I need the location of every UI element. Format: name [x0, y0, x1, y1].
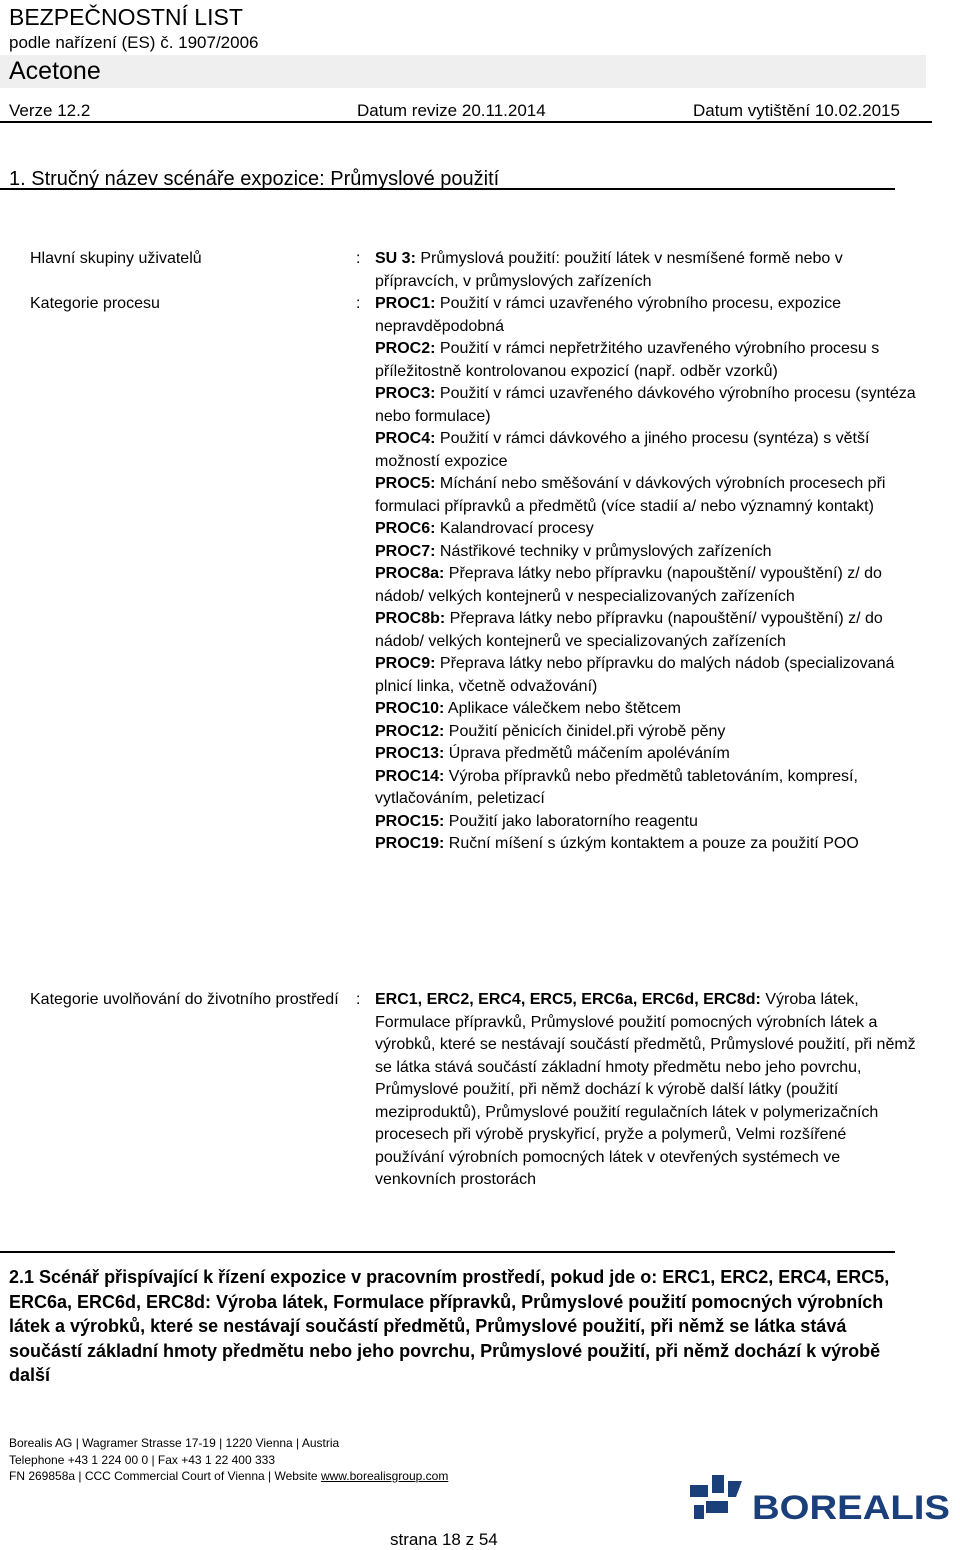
environment-label: Kategorie uvolňování do životního prostředí: [30, 991, 339, 1008]
environment-colon: :: [356, 991, 361, 1008]
print-date: Datum vytištění 10.02.2015: [693, 101, 900, 120]
environment-text: Výroba látek, Formulace přípravků, Průmyslové použití pomocných výrobních látek a výrobků, které se nestávají součástí předmětů, Průmyslové použití, při němž se látka stává součástí základní hmoty předmětu nebo jeho povrchu, Průmyslové použití, při němž dochází k výrobě další látky (použití meziproduktů), Průmyslové použití regulačních látek v polymerizačních procesech při výrobě pryskyřicí, pryže a polymerů, Velmi rozšířené používání výrobních pomocných látek v otevřených systémech ve venkovních prostorách: [375, 991, 916, 1188]
list-item: PROC12: Použití pěnicích činidel.při výrobě pěny: [375, 722, 726, 740]
revision-date: Datum revize 20.11.2014: [357, 101, 546, 120]
website-link[interactable]: www.borealisgroup.com: [320, 1469, 449, 1483]
environment-value: [375, 989, 920, 1192]
list-item: PROC14: Výroba přípravků nebo předmětů tabletováním, kompresí, vytlačováním, peletizací: [375, 767, 858, 807]
process-colon: :: [356, 295, 361, 312]
users-colon: :: [356, 250, 361, 267]
section2-divider: [0, 1251, 895, 1253]
list-item: PROC15: Použití jako laboratorního reagentu: [375, 812, 698, 830]
list-item: PROC9: Přeprava látky nebo přípravku do malých nádob (specializovaná plnicí linka, včetně odvažování): [375, 655, 895, 695]
list-item: PROC10: Aplikace válečkem nebo štětcem: [375, 700, 681, 717]
borealis-logo: [690, 1475, 952, 1525]
list-item: PROC1: Použití v rámci uzavřeného výrobního procesu, expozice nepravděpodobná: [375, 295, 841, 335]
regulation-reference: podle nařízení (ES) č. 1907/2006: [9, 33, 259, 52]
process-list: [375, 293, 920, 856]
section2-title: 2.1 Scénář přispívající k řízení expozice v pracovním prostředí, pokud jde o: ERC1, ERC2, ERC4, ERC5, ERC6a, ERC6d, ERC8d: Výroba látek, Formulace přípravků, Průmyslové použití pomocných výrobních látek a výrobků, které se nestávají součástí předmětů, Průmyslové použití, při němž se látka stává součástí základní hmoty předmětu nebo jeho povrchu, Průmyslové použití, při němž dochází k výrobě další: [9, 1267, 890, 1385]
users-label: Hlavní skupiny uživatelů: [30, 250, 202, 267]
footer-contact: Telephone +43 1 224 00 0 | Fax +43 1 22 400 333: [9, 1453, 276, 1467]
list-item: PROC4: Použití v rámci dávkového a jiného procesu (syntéza) s větší možností expozice: [375, 430, 870, 470]
users-value: [375, 248, 920, 293]
process-label: Kategorie procesu: [30, 295, 160, 312]
list-item: PROC8a: Přeprava látky nebo přípravku (napouštění/ vypouštění) z/ do nádob/ velkých kontejnerů v nespecializovaných zařízeních: [375, 565, 882, 605]
list-item: PROC8b: Přeprava látky nebo přípravku (napouštění/ vypouštění) z/ do nádob/ velkých kontejnerů ve specializovaných zařízeních: [375, 610, 883, 650]
environment-code: ERC1, ERC2, ERC4, ERC5, ERC6a, ERC6d, ERC8d:: [375, 991, 761, 1008]
section1-title: 1. Stručný název scénáře expozice: Průmyslové použití: [9, 168, 500, 190]
list-item: PROC2: Použití v rámci nepřetržitého uzavřeného výrobního procesu s příležitostně kontrolovanou expozicí (např. odběr vzorků): [375, 340, 880, 380]
list-item: PROC6: Kalandrovací procesy: [375, 520, 594, 537]
list-item: PROC19: Ruční míšení s úzkým kontaktem a pouze za použití POO: [375, 835, 859, 852]
product-name-bar: [0, 55, 926, 88]
product-name: Acetone: [9, 57, 101, 85]
version: Verze 12.2: [9, 101, 91, 120]
header-divider: [0, 121, 932, 123]
users-code: SU 3:: [375, 250, 416, 267]
list-item: PROC3: Použití v rámci uzavřeného dávkového výrobního procesu (syntéza nebo formulace): [375, 385, 916, 425]
page-number: strana 18 z 54: [390, 1530, 498, 1549]
footer-address: Borealis AG | Wagramer Strasse 17-19 | 1220 Vienna | Austria: [9, 1436, 340, 1450]
footer-registry: FN 269858a | CCC Commercial Court of Vienna | Website www.borealisgroup.com: [9, 1469, 449, 1483]
logo-text: BOREALIS: [752, 1489, 950, 1525]
users-text: Průmyslová použití: použití látek v nesmíšené formě nebo v přípravcích, v průmyslových zařízeních: [375, 250, 843, 290]
list-item: PROC5: Míchání nebo směšování v dávkových výrobních procesech při formulaci přípravků a předmětů (více stadií a/ nebo významný kontakt): [375, 475, 886, 515]
list-item: PROC7: Nástřikové techniky v průmyslových zařízeních: [375, 542, 772, 560]
document-type-title: BEZPEČNOSTNÍ LIST: [9, 4, 243, 30]
list-item: PROC13: Úprava předmětů máčením apoléváním: [375, 745, 730, 762]
logo-mark-icon: [690, 1475, 742, 1519]
